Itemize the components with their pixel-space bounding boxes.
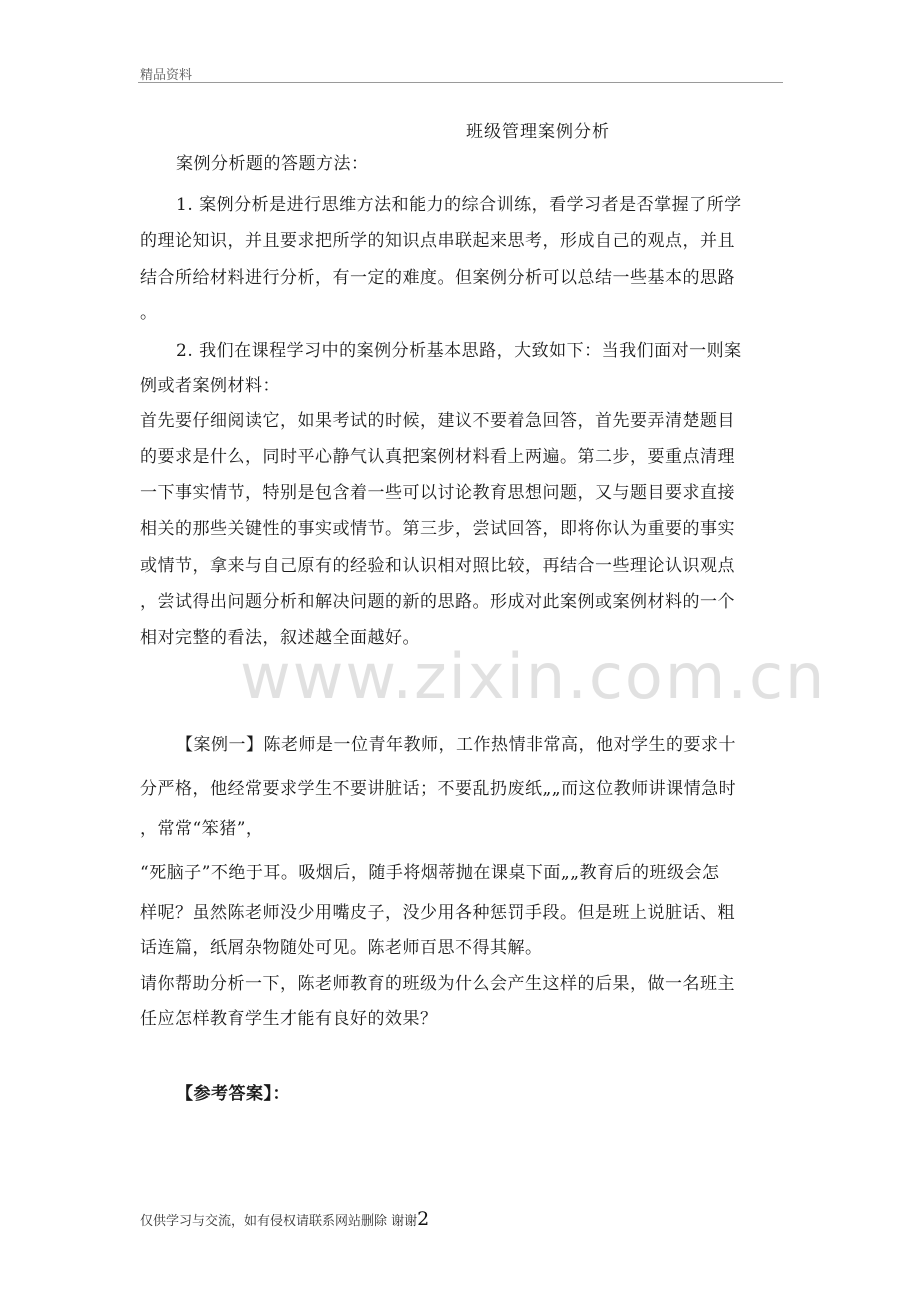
footer-text: 仅供学习与交流，如有侵权请联系网站删除 谢谢 (140, 1214, 418, 1229)
method-heading: 案例分析题的答题方法： (176, 154, 369, 174)
case1-question-line: 请你帮助分析一下，陈老师教育的班级为什么会产生这样的后果，做一名班主 (140, 974, 735, 994)
case1-line: “死脑子”不绝于耳。吸烟后，随手将烟蒂抛在课桌下面„„教育后的班级会怎 (140, 863, 720, 883)
method-steps-line: ，尝试得出问题分析和解决问题的新的思路。形成对此案例或案例材料的一个 (140, 592, 735, 612)
method-point2-line: 例或者案例材料： (140, 376, 280, 396)
reference-answer-label: 【参考答案】： (176, 1084, 290, 1104)
case1-line: 分严格，他经常要求学生不要讲脏话；不要乱扔废纸„„而这位教师讲课情急时 (140, 779, 737, 799)
method-point2-line: 2. 我们在课程学习中的案例分析基本思路，大致如下：当我们面对一则案 (176, 341, 742, 361)
page-number: 2 (417, 1208, 430, 1230)
case1-line: 【案例一】陈老师是一位青年教师，工作热情非常高，他对学生的要求十 (176, 735, 736, 755)
document-title: 班级管理案例分析 (466, 122, 610, 142)
method-steps-line: 首先要仔细阅读它，如果考试的时候，建议不要着急回答，首先要弄清楚题目 (140, 411, 735, 431)
header-rule (138, 82, 783, 83)
method-point1-line: 1. 案例分析是进行思维方法和能力的综合训练，看学习者是否掌握了所学 (176, 195, 742, 215)
method-steps-line: 或情节，拿来与自己原有的经验和认识相对照比较，再结合一些理论认识观点 (140, 556, 735, 576)
method-point1-line: 结合所给材料进行分析，有一定的难度。但案例分析可以总结一些基本的思路 (140, 268, 735, 288)
method-steps-line: 一下事实情节，特别是包含着一些可以讨论教育思想问题，又与题目要求直接 (140, 483, 735, 503)
method-point1-line: 。 (140, 303, 158, 323)
method-point1-line: 的理论知识，并且要求把所学的知识点串联起来思考，形成自己的观点，并且 (140, 231, 735, 251)
case1-line: 话连篇，纸屑杂物随处可见。陈老师百思不得其解。 (140, 938, 543, 958)
method-steps-line: 相关的那些关键性的事实或情节。第三步，尝试回答，即将你认为重要的事实 (140, 519, 735, 539)
page-footer (140, 1208, 429, 1230)
case1-question-line: 任应怎样教育学生才能有良好的效果？ (140, 1009, 438, 1029)
case1-line: 样呢？虽然陈老师没少用嘴皮子，没少用各种惩罚手段。但是班上说脏话、粗 (140, 903, 735, 923)
case1-line: ，常常“笨猪”， (140, 819, 264, 839)
method-steps-line: 相对完整的看法，叙述越全面越好。 (140, 628, 420, 648)
watermark: www.zixin.com.cn (240, 640, 827, 713)
method-steps-line: 的要求是什么，同时平心静气认真把案例材料看上两遍。第二步，要重点清理 (140, 447, 735, 467)
page-header-label: 精品资料 (140, 68, 193, 83)
